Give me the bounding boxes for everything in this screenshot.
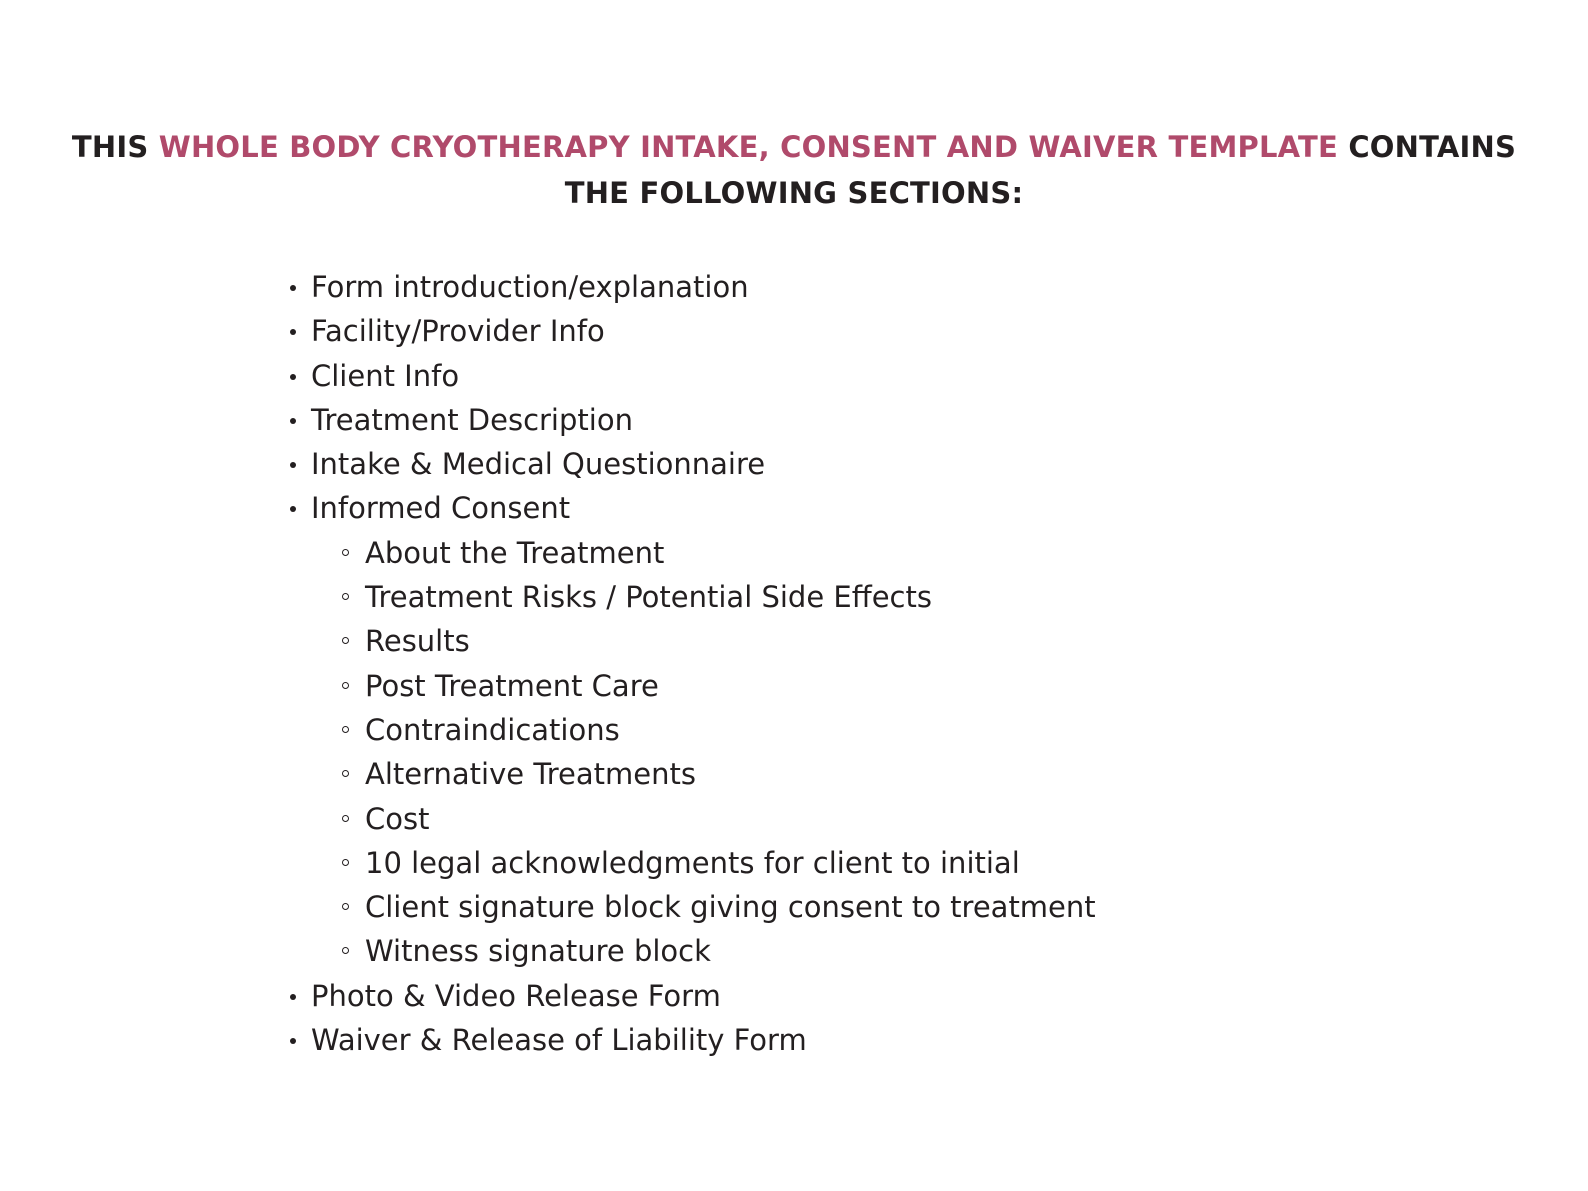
heading-suffix: CONTAINS (1348, 130, 1517, 164)
sub-list-item: 10 legal acknowledgments for client to initial (290, 841, 1096, 885)
sub-list-item: Client signature block giving consent to treatment (290, 885, 1096, 929)
heading-prefix: THIS (71, 130, 149, 164)
list-item: Client Info (290, 354, 1096, 398)
page-heading (60, 124, 1528, 216)
list-item: Waiver & Release of Liability Form (290, 1018, 1096, 1062)
list-item: Facility/Provider Info (290, 309, 1096, 353)
sub-list-item: About the Treatment (290, 531, 1096, 575)
list-item: Informed Consent (290, 486, 1096, 530)
list-item: Form introduction/explanation (290, 265, 1096, 309)
sub-list-item: Contraindications (290, 708, 1096, 752)
sub-list-item: Cost (290, 797, 1096, 841)
list-item: Treatment Description (290, 398, 1096, 442)
sub-list-item: Treatment Risks / Potential Side Effects (290, 575, 1096, 619)
heading-line-2: THE FOLLOWING SECTIONS: (564, 176, 1024, 210)
sub-list-item: Post Treatment Care (290, 664, 1096, 708)
heading-line-1 (60, 124, 1528, 170)
list-item: Photo & Video Release Form (290, 974, 1096, 1018)
sub-list-item: Results (290, 619, 1096, 663)
sub-list-item: Alternative Treatments (290, 752, 1096, 796)
list-item: Intake & Medical Questionnaire (290, 442, 1096, 486)
heading-accent-title: WHOLE BODY CRYOTHERAPY INTAKE, CONSENT AND WAIVER TEMPLATE (158, 130, 1339, 164)
sub-list-item: Witness signature block (290, 929, 1096, 973)
sections-list (290, 265, 1096, 1062)
